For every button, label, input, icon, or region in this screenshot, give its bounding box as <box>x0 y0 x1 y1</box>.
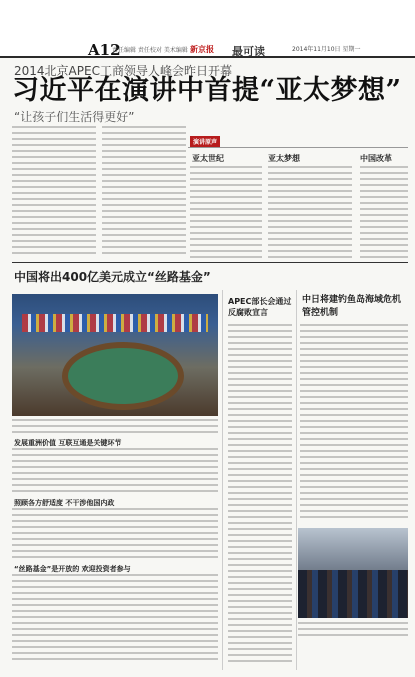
lead-kicker: 2014北京APEC工商领导人峰会昨日开幕 <box>14 64 232 78</box>
sidebar-tag: 演讲原声 <box>190 136 220 147</box>
apec-body <box>228 324 292 664</box>
round-table <box>62 342 184 410</box>
summit-photo <box>12 294 218 416</box>
lead-body-col-1 <box>12 126 96 256</box>
silk-subhead-3: “丝路基金”是开放的 欢迎投资者参与 <box>14 565 131 573</box>
meeting-photo <box>298 528 408 618</box>
silk-subhead-2: 照顾各方舒适度 不干涉他国内政 <box>14 499 115 507</box>
meeting-caption <box>298 622 408 636</box>
lead-headline: 习近平在演讲中首提“亚太梦想” <box>12 75 402 106</box>
section-divider <box>12 262 408 263</box>
lead-subhead: “让孩子们生活得更好” <box>14 110 135 124</box>
issue-date: 2014年11月10日 星期一 <box>292 46 361 53</box>
page-number: A12 <box>88 41 121 59</box>
apec-headline: APEC部长会通过反腐败宣言 <box>228 297 292 317</box>
sidebar-title-2: 亚太梦想 <box>268 154 300 163</box>
sidebar-body-1 <box>190 166 262 258</box>
flags-strip <box>22 314 208 332</box>
silk-subhead-1: 发展重洲价值 互联互通是关键环节 <box>14 439 122 447</box>
sidebar-body-2 <box>268 166 352 258</box>
sidebar-title-3: 中国改革 <box>360 154 392 163</box>
fish-body <box>300 324 408 522</box>
newspaper-brand: 新京报 <box>190 45 214 54</box>
silk-body-2 <box>12 508 218 558</box>
column-rule-2 <box>296 290 297 670</box>
silk-body-1 <box>12 448 218 492</box>
sidebar-body-3 <box>360 166 408 258</box>
header-sub-info: 责任编辑 责任校对 美术编辑 <box>112 47 188 54</box>
lead-body-col-2 <box>102 126 186 256</box>
people-row <box>298 570 408 618</box>
fish-headline: 中日将建钓鱼岛海域危机管控机制 <box>302 295 402 318</box>
silk-headline: 中国将出400亿美元成立“丝路基金” <box>14 270 211 284</box>
column-rule <box>222 290 223 670</box>
sidebar-rule <box>188 147 408 148</box>
photo-caption <box>12 419 218 433</box>
silk-body-3 <box>12 574 218 664</box>
section-name: 最可读 <box>232 45 265 58</box>
sidebar-title-1: 亚太世纪 <box>192 154 224 163</box>
